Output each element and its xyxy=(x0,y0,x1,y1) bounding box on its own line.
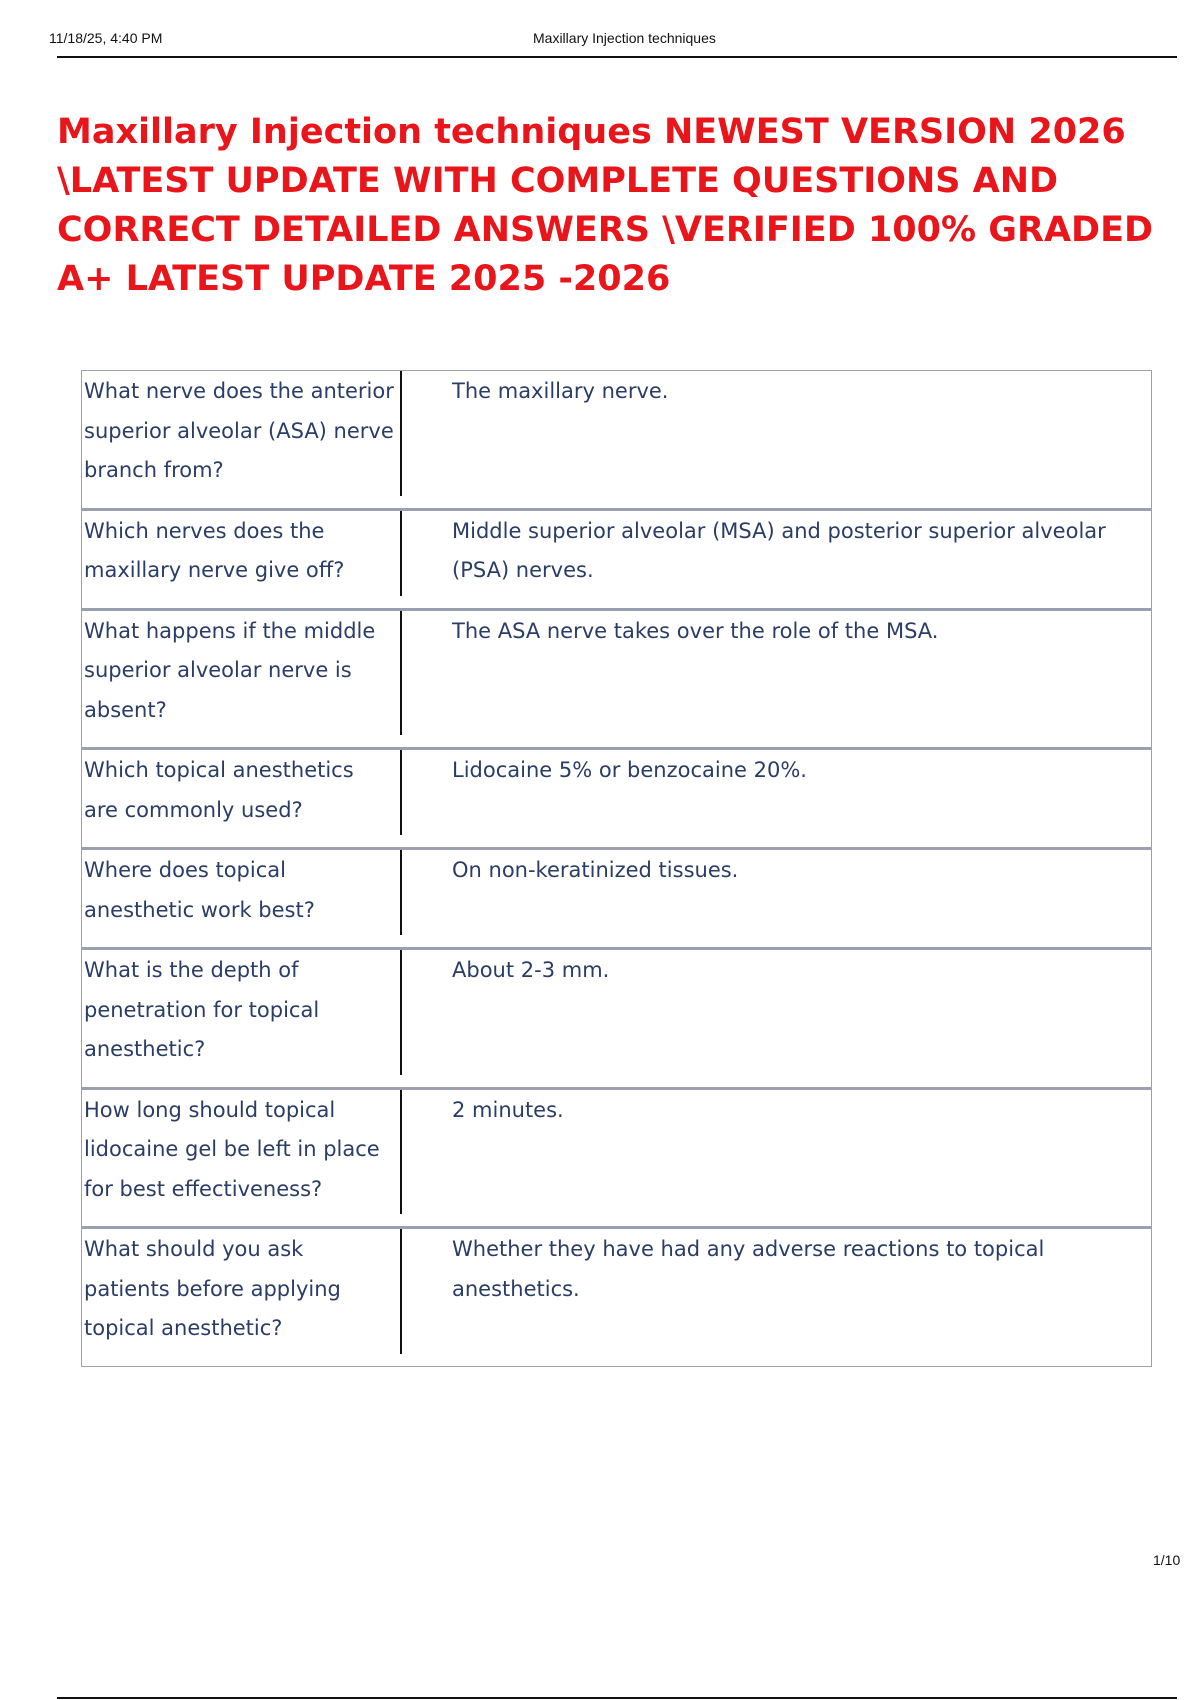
table-row xyxy=(82,749,1152,849)
answer-cell: The ASA nerve takes over the role of the MSA. xyxy=(452,618,939,643)
question-cell xyxy=(82,609,403,749)
qa-table xyxy=(81,370,1152,1367)
table-row xyxy=(82,849,1152,949)
header-divider xyxy=(57,56,1177,58)
answer-cell: Lidocaine 5% or benzocaine 20%. xyxy=(452,758,807,782)
print-datetime: 11/18/25, 4:40 PM xyxy=(49,30,163,46)
table-row xyxy=(82,609,1152,749)
footer-divider xyxy=(57,1697,1177,1699)
question-text: What should you ask patients before applying topical anesthetic? xyxy=(82,1229,402,1354)
question-text: Which topical anesthetics are commonly used? xyxy=(82,750,402,835)
question-cell xyxy=(82,949,403,1089)
answer-cell: 2 minutes. xyxy=(452,1097,564,1122)
answer-cell: On non-keratinized tissues. xyxy=(452,858,739,882)
question-cell xyxy=(82,371,403,510)
answer-cell: The maxillary nerve. xyxy=(452,379,669,403)
question-cell xyxy=(82,849,403,949)
table-row xyxy=(82,949,1152,1089)
document-title: Maxillary Injection techniques NEWEST VERSION 2026 \LATEST UPDATE WITH COMPLETE QUESTIONS AND CORRECT DETAILED ANSWERS \VERIFIED 100% GRADED A+ LATEST UPDATE 2025 -2026 xyxy=(57,112,1154,299)
question-text: How long should topical lidocaine gel be left in place for best effectiveness? xyxy=(82,1090,402,1215)
question-cell xyxy=(82,749,403,849)
print-header xyxy=(49,28,1177,48)
answer-cell: Middle superior alveolar (MSA) and posterior superior alveolar (PSA) nerves. xyxy=(452,518,1106,582)
question-text: What nerve does the anterior superior alveolar (ASA) nerve branch from? xyxy=(82,371,402,496)
answer-cell: About 2-3 mm. xyxy=(452,958,610,982)
question-cell xyxy=(82,1228,403,1367)
table-row xyxy=(82,1088,1152,1228)
question-cell xyxy=(82,1088,403,1228)
question-cell xyxy=(82,509,403,609)
print-page-title: Maxillary Injection techniques xyxy=(533,30,716,46)
answer-cell: Whether they have had any adverse reactions to topical anesthetics. xyxy=(452,1237,1045,1301)
page-number: 1/10 xyxy=(1153,1552,1181,1568)
table-row xyxy=(82,371,1152,510)
question-text: What is the depth of penetration for topical anesthetic? xyxy=(82,950,402,1075)
question-text: Which nerves does the maxillary nerve give off? xyxy=(82,511,402,596)
question-text: What happens if the middle superior alveolar nerve is absent? xyxy=(82,611,402,736)
question-text: Where does topical anesthetic work best? xyxy=(82,850,402,935)
table-row xyxy=(82,1228,1152,1367)
table-row xyxy=(82,509,1152,609)
